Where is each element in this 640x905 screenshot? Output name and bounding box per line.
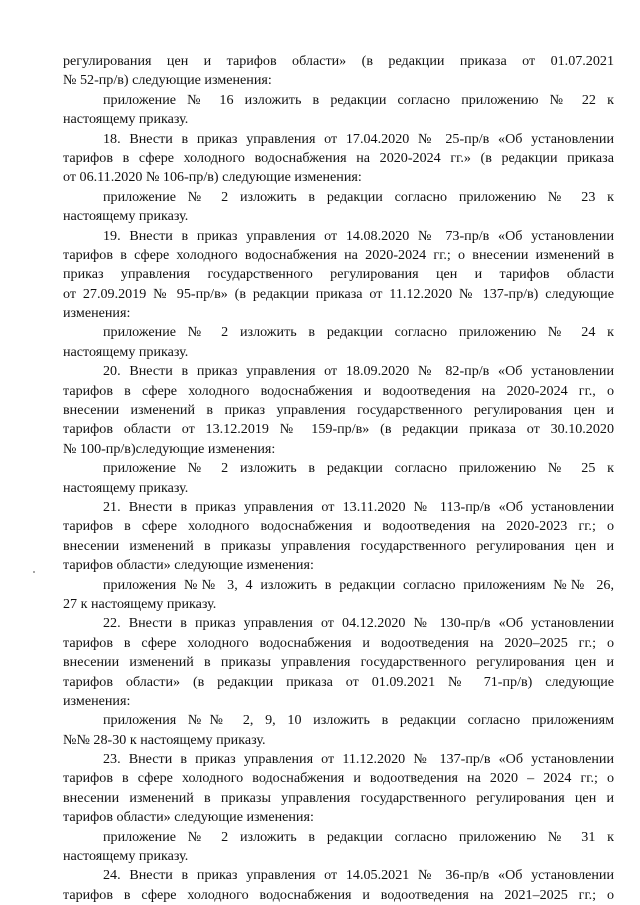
- text-line: 27 к настоящему приказу.: [63, 595, 217, 612]
- text-line: тарифов в сфере холодного водоснабжения на 2020-2024 гг.; о внесении изменений в: [63, 246, 614, 263]
- text-line: приложение № 2 изложить в редакции согласно приложению № 24 к: [103, 324, 614, 341]
- text-line: приложение № 2 изложить в редакции согласно приложению № 25 к: [103, 460, 614, 477]
- text-line: настоящему приказу.: [63, 343, 189, 360]
- text-line: настоящему приказу.: [63, 479, 189, 496]
- text-line: внесении изменений в приказы управления государственного регулирования цен и: [63, 537, 614, 554]
- text-line: 20. Внести в приказ управления от 18.09.2020 № 82-пр/в «Об установлении: [103, 363, 614, 380]
- text-line: внесении изменений в приказ управления государственного регулирования цен и: [63, 402, 614, 419]
- text-line: 24. Внести в приказ управления от 14.05.2021 № 36-пр/в «Об установлении: [103, 867, 614, 884]
- text-line: внесении изменений в приказы управления государственного регулирования цен и: [63, 654, 614, 671]
- text-line: тарифов в сфере холодного водоснабжения и водоотведения на 2020–2025 гг.; о: [63, 634, 614, 651]
- text-line: внесении изменений в приказы управления государственного регулирования цен и: [63, 789, 614, 806]
- text-line: от 27.09.2019 № 95-пр/в» (в редакции приказа от 11.12.2020 № 137-пр/в) следующие: [63, 285, 614, 302]
- text-line: тарифов области» следующие изменения:: [63, 557, 314, 574]
- text-line: настоящему приказу.: [63, 208, 189, 225]
- text-line: 19. Внести в приказ управления от 14.08.2020 № 73-пр/в «Об установлении: [103, 227, 614, 244]
- text-line: приложение № 16 изложить в редакции согласно приложению № 22 к: [103, 91, 614, 108]
- text-line: 21. Внести в приказ управления от 13.11.2020 № 113-пр/в «Об установлении: [103, 498, 614, 515]
- text-line: приложения №№ 2, 9, 10 изложить в редакции согласно приложениям: [103, 712, 614, 729]
- text-line: приложение № 2 изложить в редакции согласно приложению № 31 к: [103, 828, 614, 845]
- text-line: тарифов в сфере холодного водоснабжения и водоотведения на 2020-2024 гг., о: [63, 382, 614, 399]
- text-line: тарифов в сфере холодного водоснабжения на 2020-2024 гг.» (в редакции приказа: [63, 149, 614, 166]
- text-line: тарифов области» (в редакции приказа от 01.09.2021 № 71-пр/в) следующие: [63, 673, 614, 690]
- scan-speck: [33, 571, 35, 573]
- text-line: тарифов области от 13.12.2019 № 159-пр/в» (в редакции приказа от 30.10.2020: [63, 421, 614, 438]
- document-body: [63, 52, 614, 905]
- text-line: тарифов в сфере холодного водоснабжения и водоотведения на 2020 – 2024 гг.; о: [63, 770, 614, 787]
- text-line: 18. Внести в приказ управления от 17.04.2020 № 25-пр/в «Об установлении: [103, 130, 614, 147]
- text-line: № 52-пр/в) следующие изменения:: [63, 72, 272, 89]
- text-line: 22. Внести в приказ управления от 04.12.2020 № 130-пр/в «Об установлении: [103, 615, 614, 632]
- text-line: регулирования цен и тарифов области» (в редакции приказа от 01.07.2021: [63, 53, 614, 69]
- text-line: № 100-пр/в)следующие изменения:: [63, 440, 276, 457]
- text-line: тарифов в сфере холодного водоснабжения и водоотведения на 2021–2025 гг.; о: [63, 886, 614, 903]
- text-line: приказ управления государственного регулирования цен и тарифов области: [63, 266, 614, 283]
- text-line: тарифов области» следующие изменения:: [63, 809, 314, 826]
- text-line: №№ 28-30 к настоящему приказу.: [63, 731, 266, 748]
- text-line: от 06.11.2020 № 106-пр/в) следующие изменения:: [63, 169, 362, 186]
- text-line: настоящему приказу.: [63, 111, 189, 128]
- text-line: приложения №№ 3, 4 изложить в редакции согласно приложениям №№ 26,: [103, 576, 614, 593]
- text-line: приложение № 2 изложить в редакции согласно приложению № 23 к: [103, 188, 614, 205]
- text-line: изменения:: [63, 692, 131, 709]
- text-line: настоящему приказу.: [63, 848, 189, 865]
- text-line: 23. Внести в приказ управления от 11.12.2020 № 137-пр/в «Об установлении: [103, 751, 614, 768]
- text-line: тарифов в сфере холодного водоснабжения и водоотведения на 2020-2023 гг.; о: [63, 518, 614, 535]
- text-line: изменения:: [63, 305, 131, 322]
